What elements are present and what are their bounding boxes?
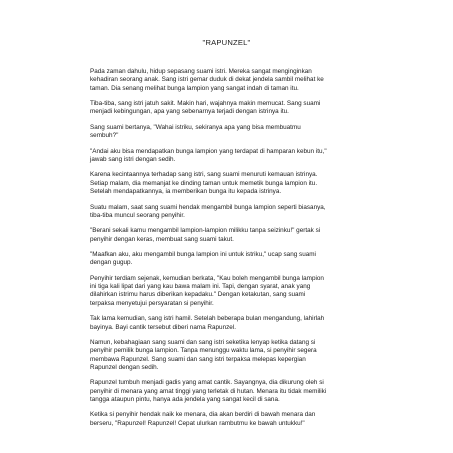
paragraph: Ketika si penyihir hendak naik ke menara, dia akan berdiri di bawah menara dan berseru, "Rapunzel! Rapunzel! Cepat ulurkan rambutmu ke bawah untukku!" — [90, 411, 316, 427]
document-title: "RAPUNZEL" — [202, 38, 251, 47]
story-body — [90, 68, 390, 435]
paragraph: "Maafkan aku, aku mengambil bunga lampion ini untuk istriku," ucap sang suami dengan gugup. — [90, 251, 316, 267]
paragraph: Sang suami bertanya, "Wahai istriku, sekiranya apa yang bisa membuatmu sembuh?" — [90, 123, 301, 140]
paragraph: Penyihir terdiam sejenak, kemudian berkata, "Kau boleh mengambil bunga lampion ini tiga kali lipat dari yang kau bawa malam ini. Tapi, dengan syarat, anak yang dilahirkan istrimu harus diberikan kepadaku." Dengan ketakutan, sang suami terpaksa menyetujui persyaratan si penyihir. — [90, 274, 324, 307]
paragraph: Namun, kebahagiaan sang suami dan sang istri seketika lenyap ketika datang si penyihir pemilik bunga lampion. Tanpa menunggu waktu lama, si penyihir segera membawa Rapunzel. Sang suami dan sang istri terpaksa melepas kepergian Rapunzel dengan sedih. — [90, 339, 317, 371]
paragraph: "Andai aku bisa mendapatkan bunga lampion yang terdapat di hamparan kebun itu," jawab sang istri dengan sedih. — [90, 147, 327, 163]
paragraph: Suatu malam, saat sang suami hendak mengambil bunga lampion seperti biasanya, tiba-tiba muncul seorang penyihir. — [90, 203, 326, 219]
paragraph: Tiba-tiba, sang istri jatuh sakit. Makin hari, wajahnya makin memucat. Sang suami menjadi kebingungan, apa yang sebenarnya terjadi dengan istrinya itu. — [90, 100, 321, 116]
paragraph: Karena kecintaannya terhadap sang istri, sang suami menuruti kemauan istrinya. Setiap malam, dia memanjat ke dinding taman untuk memetik bunga lampion itu. Setelah mendapatkannya, ia memberikan bunga itu kepada istrinya. — [90, 171, 318, 196]
paragraph: Rapunzel tumbuh menjadi gadis yang amat cantik. Sayangnya, dia dikurung oleh si penyihir di menara yang amat tinggi yang terletak di hutan. Menara itu tidak memiliki tangga ataupun pintu, hanya ada jendela yang sangat kecil di sana. — [90, 379, 327, 403]
paragraph: "Berani sekali kamu mengambil lampion-lampion milikku tanpa seizinku!" gertak si penyihir dengan keras, membuat sang suami takut. — [90, 227, 321, 243]
paragraph: Pada zaman dahulu, hidup sepasang suami istri. Mereka sangat menginginkan kehadiran seorang anak. Sang istri gemar duduk di dekat jendela sambil melihat ke taman. Dia senang melihat bunga lampion yang sangat indah di taman itu. — [90, 68, 324, 92]
paragraph: Tak lama kemudian, sang istri hamil. Setelah beberapa bulan mengandung, lahirlah bayinya. Bayi cantik tersebut diberi nama Rapunzel. — [90, 315, 325, 331]
